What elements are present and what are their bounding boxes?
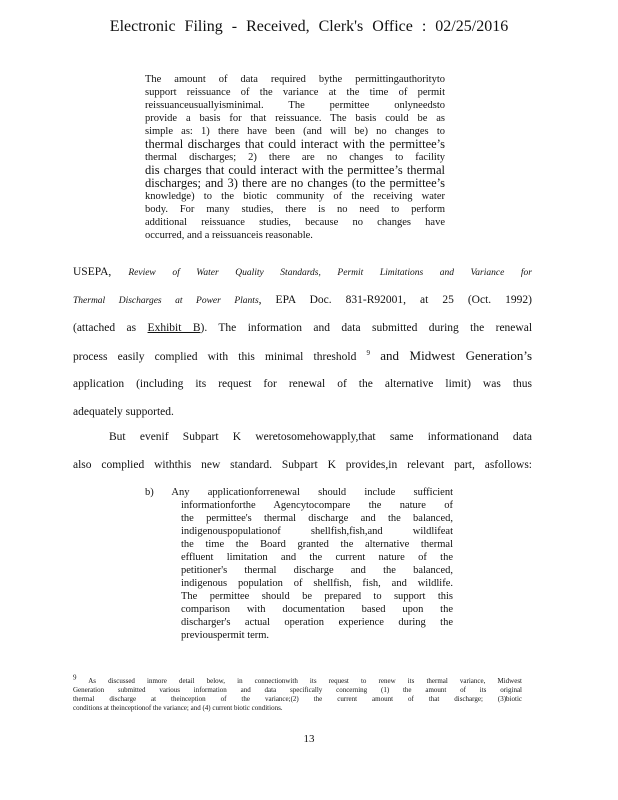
citation-title: Thermal Discharges at Power Plants (73, 296, 259, 306)
page-number: 13 (303, 733, 315, 745)
quote-line: discharges; and 3) there are no changes (to the permittee’s (145, 176, 445, 190)
citation-line (73, 293, 532, 307)
citation-text: and Midwest Generation’s (380, 348, 533, 363)
quote-line: previouspermit term. (181, 630, 270, 641)
footnote-line (73, 673, 522, 686)
quote-line: thermal discharges that could interact with the permittee’s (145, 137, 445, 151)
footnote (73, 673, 522, 713)
quote-line: provide a basis for that reissuance. The basis could be as (145, 113, 445, 124)
body-paragraph (73, 430, 532, 472)
paragraph-line: But evenif Subpart K weretosomehowapply,that same informationand data (109, 431, 532, 443)
quote-line: the time the Board granted the alternative thermal (181, 539, 453, 550)
footnote-line: conditions at theinceptionof the variance; and (4) current biotic conditions. (73, 704, 283, 712)
citation-text: ). The information and data submitted during the renewal (200, 322, 533, 334)
quote-line: knowledge) to the biotic community of the receiving water (145, 191, 445, 202)
quote-line: dis charges that could interact with the permittee’s thermal (145, 163, 445, 177)
citation-line: application (including its request for renewal of the alternative limit) was thus (73, 378, 532, 390)
quote-line: occurred, and a reissuanceis reasonable. (145, 230, 313, 241)
exhibit-reference: Exhibit B (147, 322, 201, 334)
quote-line: the permittee's thermal discharge and the balanced, (181, 513, 453, 524)
footnote-text: As discussed inmore detail below, in connectionwith its request to renew its thermal variance, Midwest (88, 677, 522, 685)
footnote-line: Generation submitted various information and data specifically concerning (1) the amount of its original (73, 686, 522, 694)
quote-line: The permittee should be prepared to support this (181, 591, 453, 602)
quote-line: indigenous population of shellfish, fish, and wildlife. (181, 578, 453, 589)
footnote-marker: 9 (366, 349, 371, 358)
block-quote-subpart-k (145, 486, 453, 642)
citation-line (73, 265, 532, 279)
citation-line: adequately supported. (73, 406, 174, 418)
quote-line: petitioner's thermal discharge and the balanced, (181, 565, 453, 576)
quote-line: body. For many studies, there is no need to perform (145, 204, 445, 215)
quote-line: additional reissuance studies, because no changes have (145, 217, 445, 228)
block-quote-epa (145, 73, 445, 242)
quote-line: reissuanceusuallyisminimal. The permittee onlyneedsto (145, 100, 445, 111)
quote-line: informationforthe Agencytocompare the nature of (181, 500, 453, 511)
filing-header: Electronic Filing - Received, Clerk's Office : 02/25/2016 (109, 18, 509, 35)
citation-paragraph (73, 265, 532, 419)
citation-text: process easily complied with this minimal threshold (73, 351, 357, 363)
quote-line: effluent limitation and the current nature of the (181, 552, 453, 563)
citation-line (73, 321, 532, 335)
quote-line: discharger's actual operation experience during the (181, 617, 453, 628)
quote-line: indigenouspopulationof shellfish,fish,and wildlifeat (181, 526, 453, 537)
quote-line: comparison with documentation based upon the (181, 604, 453, 615)
citation-doc-ref: , EPA Doc. 831-R92001, at 25 (Oct. 1992) (258, 294, 533, 306)
quote-line: support reissuance of the variance at the time of permit (145, 87, 445, 98)
citation-line (73, 349, 532, 363)
citation-title: Review of Water Quality Standards, Permit Limitations and Variance for (128, 268, 532, 278)
citation-text: (attached as (73, 322, 148, 334)
quote-line: b) Any applicationforrenewal should include sufficient (145, 487, 453, 498)
footnote-line: thermal discharge at theinception of the variance;(2) the current amount of that discharge; (3)biotic (73, 695, 522, 703)
quote-line: The amount of data required bythe permittingauthorityto (145, 74, 445, 85)
footnote-marker: 9 (73, 673, 77, 682)
quote-line: thermal discharges; 2) there are no changes to facility (145, 152, 445, 163)
quote-line: simple as: 1) there have been (and will be) no changes to (145, 126, 445, 137)
paragraph-line: also complied withthis new standard. Subpart K provides,in relevant part, asfollows: (73, 459, 532, 471)
citation-source: USEPA, (73, 266, 112, 278)
